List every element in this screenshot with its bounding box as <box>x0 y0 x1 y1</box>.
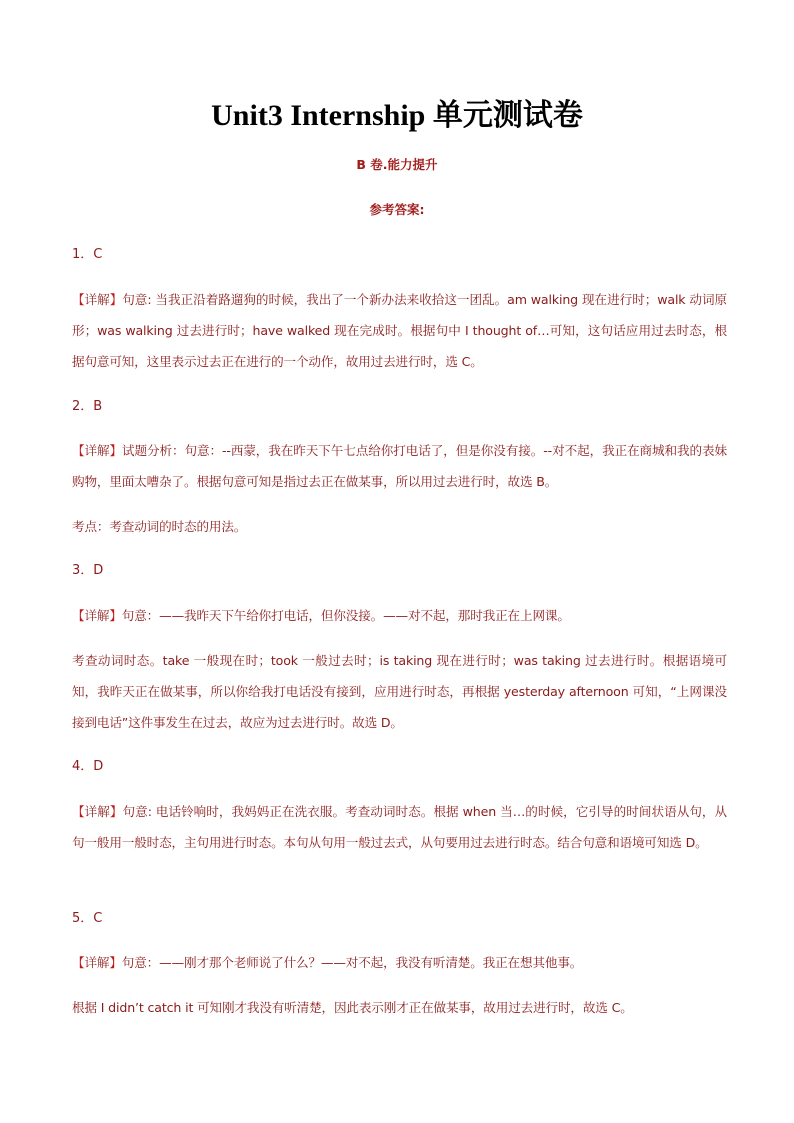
detail-bracket-close: 】 <box>109 292 123 307</box>
answer-detail-1 <box>72 284 727 377</box>
detail-paragraph <box>72 600 727 631</box>
answer-detail-5 <box>72 947 727 978</box>
page-title: Unit3 Internship 单元测试卷 <box>211 99 583 132</box>
detail-label: 详解 <box>84 443 110 458</box>
section-subtitle: B 卷.能力提升 <box>356 157 438 172</box>
answer-note-3 <box>72 645 727 738</box>
detail-paragraph <box>72 947 727 978</box>
detail-paragraph <box>72 796 727 858</box>
detail-bracket-close: 】 <box>109 955 122 970</box>
note-paragraph: 考查动词时态。take 一般现在时；took 一般过去时；is taking 现在进行时；was taking 过去进行时。根据语境可知，我昨天正在做某事，所以你给我打电话没有接到，应用进行时态，再根据 yesterday afternoon 可知，“上网课没接到电话”这件事发生在过去，故应为过去进行时。故选 D。 <box>72 653 727 730</box>
answer-note-2 <box>72 511 727 542</box>
detail-bracket-open: 【 <box>72 955 85 970</box>
answer-heading: 参考答案: <box>369 202 425 217</box>
detail-text: 句意: 当我正沿着路遛狗的时候，我出了一个新办法来收拾这一团乱。am walking 现在进行时；walk 动词原形；was walking 过去进行时；have walked 现在完成时。根据句中 I thought of…可知，这句话应用过去时态，根据句意可知，这里表示过去正在进行的一个动作，故用过去进行时，选 C。 <box>72 292 727 369</box>
answer-item-1 <box>72 246 727 264</box>
detail-bracket-close: 】 <box>109 804 123 819</box>
detail-text: 试题分析：句意：--西蒙，我在昨天下午七点给你打电话了，但是你没有接。--对不起，我正在商城和我的表妹购物，里面太嘈杂了。根据句意可知是指过去正在做某事，所以用过去进行时，故选 B。 <box>72 443 727 489</box>
answer-detail-4 <box>72 796 727 858</box>
detail-bracket-open: 【 <box>72 443 85 458</box>
answer-item-5 <box>72 910 727 928</box>
detail-paragraph <box>72 435 727 497</box>
detail-text: 句意：——刚才那个老师说了什么？——对不起，我没有听清楚。我正在想其他事。 <box>121 955 583 970</box>
detail-bracket-close: 】 <box>109 608 122 623</box>
answer-note-5 <box>72 992 727 1023</box>
detail-text: 句意: 电话铃响时，我妈妈正在洗衣服。考查动词时态。根据 when 当…的时候，它引导的时间状语从句，从句一般用一般时态，主句用进行时态。本句从句用一般过去式，从句要用过去进行时态。结合句意和语境可知选 D。 <box>72 804 727 850</box>
answer-item-4 <box>72 758 727 776</box>
answer-number: 4．D <box>72 759 104 774</box>
detail-paragraph <box>72 284 727 377</box>
answer-detail-3 <box>72 600 727 631</box>
detail-label: 详解 <box>84 955 110 970</box>
detail-bracket-open: 【 <box>72 608 85 623</box>
detail-bracket-open: 【 <box>72 292 85 307</box>
answer-number: 1．C <box>72 247 103 262</box>
answer-number: 2．B <box>72 399 103 414</box>
note-paragraph: 根据 I didn’t catch it 可知刚才我没有听清楚，因此表示刚才正在做某事，故用过去进行时，故选 C。 <box>72 1000 633 1015</box>
detail-bracket-close: 】 <box>109 443 122 458</box>
note-paragraph: 考点：考查动词的时态的用法。 <box>72 519 247 534</box>
answer-item-2 <box>72 398 727 416</box>
detail-label: 详解 <box>84 804 110 819</box>
answer-number: 3．D <box>72 563 104 578</box>
answer-item-3 <box>72 562 727 580</box>
detail-label: 详解 <box>84 292 110 307</box>
detail-text: 句意：——我昨天下午给你打电话，但你没接。——对不起，那时我正在上网课。 <box>121 608 570 623</box>
answer-number: 5．C <box>72 911 103 926</box>
detail-label: 详解 <box>84 608 110 623</box>
detail-bracket-open: 【 <box>72 804 85 819</box>
answer-detail-2 <box>72 435 727 497</box>
